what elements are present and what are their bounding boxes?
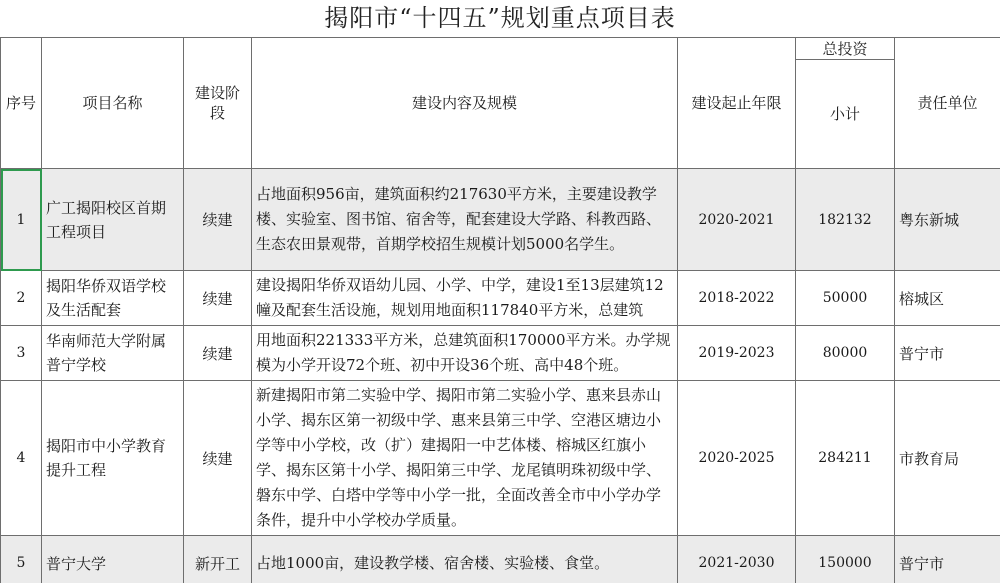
table-row [1, 169, 1000, 271]
cell-unit[interactable]: 榕城区 [895, 271, 1000, 326]
cell-stage[interactable]: 新开工 [184, 536, 252, 583]
header-content[interactable]: 建设内容及规模 [252, 38, 678, 169]
header-row [1, 38, 1000, 60]
cell-stage[interactable]: 续建 [184, 271, 252, 326]
cell-subtotal[interactable]: 150000 [796, 536, 895, 583]
cell-seq[interactable]: 3 [1, 326, 42, 381]
header-name[interactable]: 项目名称 [42, 38, 184, 169]
cell-period[interactable]: 2021-2030 [678, 536, 796, 583]
header-subtotal[interactable]: 小计 [796, 60, 895, 169]
cell-content[interactable] [252, 271, 678, 326]
table-row [1, 381, 1000, 536]
cell-unit[interactable]: 普宁市 [895, 326, 1000, 381]
header-unit[interactable]: 责任单位 [895, 38, 1000, 169]
cell-unit[interactable]: 粤东新城 [895, 169, 1000, 271]
table-title: 揭阳市“十四五”规划重点项目表 [324, 4, 676, 32]
cell-unit[interactable]: 市教育局 [895, 381, 1000, 536]
cell-seq[interactable]: 1 [1, 169, 42, 271]
header-stage[interactable]: 建设阶段 [184, 38, 252, 169]
cell-period[interactable]: 2018-2022 [678, 271, 796, 326]
cell-stage[interactable]: 续建 [184, 381, 252, 536]
cell-period[interactable]: 2020-2025 [678, 381, 796, 536]
table-row [1, 271, 1000, 326]
cell-content[interactable]: 占地面积956亩，建筑面积约217630平方米，主要建设教学楼、实验室、图书馆、宿舍等，配套建设大学路、科教西路、生态农田景观带，首期学校招生规模计划5000名学生。 [252, 169, 678, 271]
project-table [0, 37, 1000, 583]
cell-seq[interactable]: 5 [1, 536, 42, 583]
cell-unit[interactable]: 普宁市 [895, 536, 1000, 583]
cell-name[interactable]: 揭阳华侨双语学校及生活配套 [42, 271, 184, 326]
table-row [1, 536, 1000, 583]
cell-content[interactable]: 占地1000亩，建设教学楼、宿舍楼、实验楼、食堂。 [252, 536, 678, 583]
cell-seq[interactable]: 2 [1, 271, 42, 326]
cell-period[interactable]: 2019-2023 [678, 326, 796, 381]
cell-stage[interactable]: 续建 [184, 169, 252, 271]
cell-name[interactable]: 广工揭阳校区首期工程项目 [42, 169, 184, 271]
cell-seq[interactable]: 4 [1, 381, 42, 536]
cell-content-text: 建设揭阳华侨双语幼儿园、小学、中学，建设1至13层建筑12幢及配套生活设施，规划用地面积117840平方米，总建筑 [256, 276, 664, 319]
cell-subtotal[interactable]: 50000 [796, 271, 895, 326]
cell-stage[interactable]: 续建 [184, 326, 252, 381]
cell-name[interactable]: 华南师范大学附属普宁学校 [42, 326, 184, 381]
header-invest-group[interactable]: 总投资 [796, 38, 895, 60]
cell-name[interactable]: 揭阳市中小学教育提升工程 [42, 381, 184, 536]
cell-subtotal[interactable]: 80000 [796, 326, 895, 381]
header-seq[interactable]: 序号 [1, 38, 42, 169]
cell-content[interactable]: 新建揭阳市第二实验中学、揭阳市第二实验小学、惠来县赤山小学、揭东区第一初级中学、惠来县第三中学、空港区塘边小学等中小学校，改（扩）建揭阳一中艺体楼、榕城区红旗小学、揭东区第十小学、揭阳第三中学、龙尾镇明珠初级中学、磐东中学、白塔中学等中小学一批，全面改善全市中小学办学条件，提升中小学校办学质量。 [252, 381, 678, 536]
table-row [1, 326, 1000, 381]
cell-subtotal[interactable]: 182132 [796, 169, 895, 271]
cell-subtotal[interactable]: 284211 [796, 381, 895, 536]
cell-content[interactable]: 用地面积221333平方米，总建筑面积170000平方米。办学规模为小学开设72个班、初中开设36个班、高中48个班。 [252, 326, 678, 381]
cell-period[interactable]: 2020-2021 [678, 169, 796, 271]
header-period[interactable]: 建设起止年限 [678, 38, 796, 169]
cell-name[interactable]: 普宁大学 [42, 536, 184, 583]
